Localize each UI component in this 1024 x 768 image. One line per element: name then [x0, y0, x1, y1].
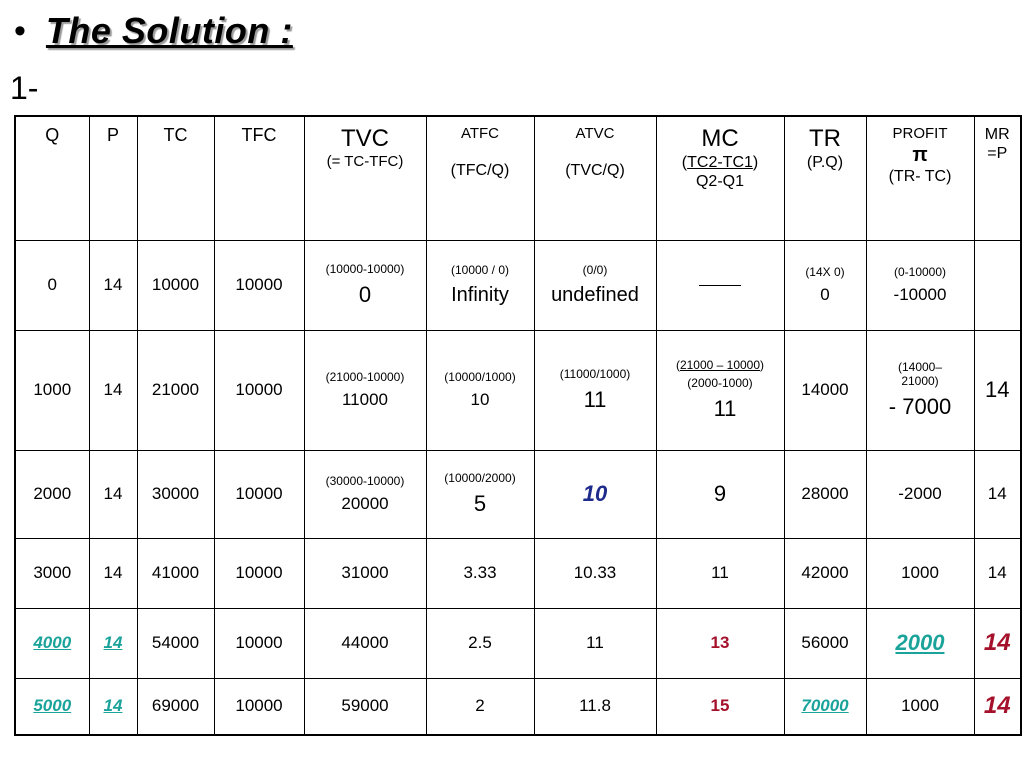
header-atvc-label: ATVC: [575, 125, 615, 142]
mc-value: 9: [713, 480, 727, 506]
cell-tc: 30000: [137, 450, 214, 538]
cell-tvc: 59000: [304, 678, 426, 735]
atfc-value: 5: [473, 490, 487, 516]
tvc-calc: (10000-10000): [325, 261, 405, 276]
header-tfc: TFC: [214, 116, 304, 240]
header-profit-formula: (TR- TC): [888, 168, 952, 185]
atfc-value: Infinity: [451, 284, 509, 306]
cell-tc: 10000: [137, 240, 214, 330]
cell-p: [89, 608, 137, 678]
atvc-value: undefined: [551, 284, 639, 306]
cell-mr: [974, 240, 1021, 330]
cell-tr: 14000: [784, 330, 866, 450]
cell-mc: 11: [656, 538, 784, 608]
header-tr-label: TR: [809, 125, 841, 152]
header-tvc: [304, 116, 426, 240]
cell-profit: 1000: [866, 678, 974, 735]
cell-mr: [974, 608, 1021, 678]
tr-calc: (14X 0): [805, 264, 845, 279]
slide-title: The Solution :: [45, 10, 293, 51]
cell-q: 0: [15, 240, 89, 330]
cell-tfc: 10000: [214, 608, 304, 678]
cell-mr: 14: [974, 450, 1021, 538]
atfc-calc: (10000 / 0): [450, 263, 510, 277]
atvc-value: 10: [582, 480, 608, 506]
cell-p: [89, 678, 137, 735]
slide-subtitle: 1-: [10, 70, 39, 106]
cell-mc: [656, 240, 784, 330]
cell-atfc: [426, 240, 534, 330]
solution-table: [14, 115, 1022, 736]
cell-tc: 69000: [137, 678, 214, 735]
cell-tr: 42000: [784, 538, 866, 608]
header-profit-label: PROFIT: [892, 125, 948, 142]
cell-atvc: [534, 450, 656, 538]
dash-line: [699, 285, 741, 286]
profit-calc: (14000– 21000): [897, 359, 943, 388]
cell-atvc: 10.33: [534, 538, 656, 608]
cell-tfc: 10000: [214, 450, 304, 538]
mr-value: 14: [983, 691, 1011, 719]
tvc-value: 20000: [341, 493, 389, 513]
profit-value: -10000: [893, 284, 947, 304]
cell-mc: [656, 330, 784, 450]
tvc-value: 0: [358, 281, 372, 307]
header-q: Q: [15, 116, 89, 240]
p-value: 14: [103, 632, 123, 652]
profit-calc: (0-10000): [893, 264, 947, 279]
mc-value: 13: [710, 632, 730, 652]
mc-value: 11: [713, 395, 737, 421]
cell-mr: 14: [974, 538, 1021, 608]
cell-tr: [784, 240, 866, 330]
header-atvc: [534, 116, 656, 240]
header-mc: [656, 116, 784, 240]
profit-value: - 7000: [888, 393, 952, 419]
cell-atfc: [426, 450, 534, 538]
cell-profit: [866, 608, 974, 678]
cell-p: 14: [89, 538, 137, 608]
header-atvc-formula: (TVC/Q): [565, 162, 625, 179]
tr-value: 70000: [801, 696, 849, 716]
cell-tfc: 10000: [214, 240, 304, 330]
mr-value: 14: [985, 376, 1010, 402]
cell-profit: 1000: [866, 538, 974, 608]
cell-atfc: 2.5: [426, 608, 534, 678]
header-tr: [784, 116, 866, 240]
cell-atfc: 2: [426, 678, 534, 735]
table-row: [15, 538, 1021, 608]
slide-heading: [14, 6, 293, 56]
cell-tr: 56000: [784, 608, 866, 678]
cell-p: 14: [89, 240, 137, 330]
header-tvc-formula: (= TC-TFC): [326, 153, 404, 170]
header-mc-formula-bottom: Q2-Q1: [695, 173, 744, 191]
cell-tr: [784, 678, 866, 735]
header-mr: [974, 116, 1021, 240]
cell-tvc: [304, 330, 426, 450]
table-row: [15, 450, 1021, 538]
mr-value: 14: [983, 628, 1011, 656]
table-row: [15, 678, 1021, 735]
atvc-calc: (0/0): [582, 263, 608, 277]
cell-tfc: 10000: [214, 538, 304, 608]
bullet-icon: •: [14, 12, 26, 50]
q-value: 5000: [33, 696, 72, 716]
atfc-value: 10: [470, 389, 490, 409]
profit-value: 2000: [895, 629, 945, 655]
cell-q: 3000: [15, 538, 89, 608]
atvc-value: 11: [583, 386, 607, 412]
cell-atvc: [534, 240, 656, 330]
pi-symbol: π: [912, 144, 928, 166]
cell-q: [15, 608, 89, 678]
mc-value: 15: [710, 696, 730, 716]
header-profit: [866, 116, 974, 240]
tvc-value: 11000: [341, 389, 388, 409]
tvc-calc: (21000-10000): [325, 369, 405, 384]
header-p: P: [89, 116, 137, 240]
cell-profit: -2000: [866, 450, 974, 538]
cell-atfc: [426, 330, 534, 450]
table-row: [15, 240, 1021, 330]
cell-p: 14: [89, 330, 137, 450]
cell-tfc: 10000: [214, 330, 304, 450]
tr-value: 0: [820, 284, 830, 304]
header-tvc-label: TVC: [341, 125, 389, 152]
header-tc: TC: [137, 116, 214, 240]
cell-tvc: [304, 450, 426, 538]
cell-tfc: 10000: [214, 678, 304, 735]
cell-q: 2000: [15, 450, 89, 538]
cell-tc: 41000: [137, 538, 214, 608]
cell-atvc: 11.8: [534, 678, 656, 735]
cell-mr: [974, 678, 1021, 735]
header-mr-formula: =P: [987, 145, 1008, 163]
atvc-calc: (11000/1000): [559, 366, 631, 381]
cell-atvc: 11: [534, 608, 656, 678]
mc-calc-top: (21000 – 10000): [675, 357, 765, 372]
cell-tc: 21000: [137, 330, 214, 450]
p-value: 14: [103, 696, 123, 716]
cell-q: [15, 678, 89, 735]
table-row: [15, 330, 1021, 450]
cell-tr: 28000: [784, 450, 866, 538]
cell-p: 14: [89, 450, 137, 538]
cell-tvc: 44000: [304, 608, 426, 678]
cell-profit: [866, 240, 974, 330]
cell-tvc: [304, 240, 426, 330]
cell-atvc: [534, 330, 656, 450]
header-atfc-formula: (TFC/Q): [450, 162, 510, 179]
cell-mc: [656, 678, 784, 735]
tvc-calc: (30000-10000): [325, 473, 405, 488]
table-row: [15, 608, 1021, 678]
q-value: 4000: [33, 632, 72, 652]
mc-calc-bottom: (2000-1000): [687, 375, 753, 390]
cell-profit: [866, 330, 974, 450]
cell-tc: 54000: [137, 608, 214, 678]
header-mc-formula-top: (TC2-TC1): [681, 154, 759, 171]
cell-mc: [656, 608, 784, 678]
cell-q: 1000: [15, 330, 89, 450]
table-header-row: [15, 116, 1021, 240]
header-mr-label: MR: [984, 126, 1010, 143]
header-atfc: [426, 116, 534, 240]
atfc-calc: (10000/1000): [444, 369, 516, 384]
header-tr-formula: (P.Q): [806, 154, 844, 171]
header-atfc-label: ATFC: [460, 125, 500, 142]
cell-mr: [974, 330, 1021, 450]
cell-atfc: 3.33: [426, 538, 534, 608]
cell-mc: [656, 450, 784, 538]
atfc-calc: (10000/2000): [444, 470, 516, 485]
header-mc-label: MC: [701, 125, 739, 152]
cell-tvc: 31000: [304, 538, 426, 608]
